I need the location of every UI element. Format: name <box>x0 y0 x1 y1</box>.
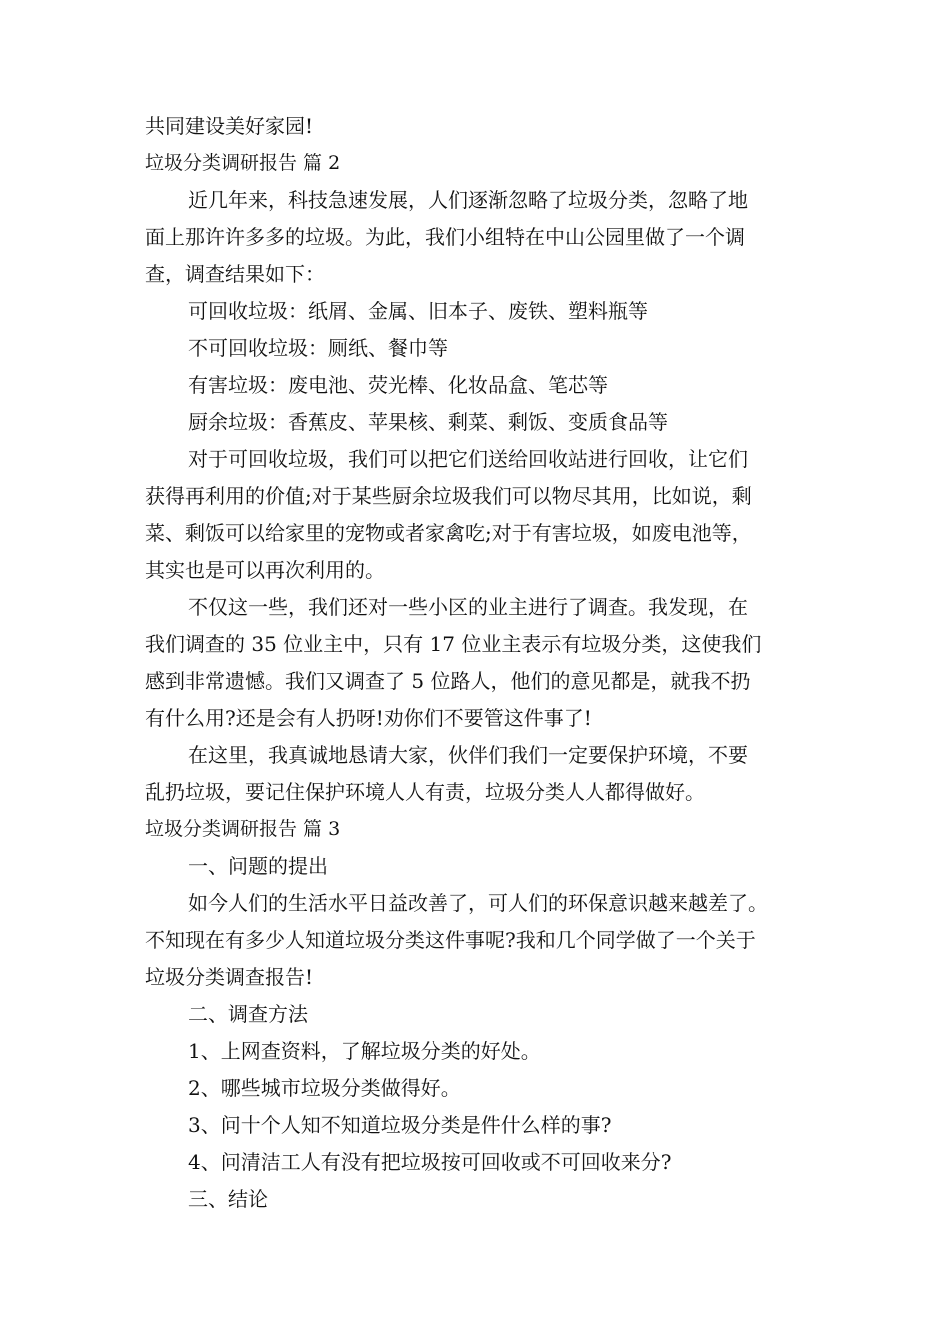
subsection-heading: 一、问题的提出 <box>188 854 328 878</box>
list-item: 有害垃圾：废电池、荧光棒、化妆品盒、笔芯等 <box>188 373 608 397</box>
list-item: 可回收垃圾：纸屑、金属、旧本子、废铁、塑料瓶等 <box>188 299 648 323</box>
paragraph-line: 乱扔垃圾，要记住保护环境人人有责，垃圾分类人人都得做好。 <box>145 780 705 804</box>
list-item: 1、上网查资料，了解垃圾分类的好处。 <box>188 1039 541 1063</box>
paragraph-line: 对于可回收垃圾，我们可以把它们送给回收站进行回收，让它们 <box>188 447 748 471</box>
paragraph-line: 菜、剩饭可以给家里的宠物或者家禽吃;对于有害垃圾，如废电池等， <box>145 521 752 545</box>
list-item: 厨余垃圾：香蕉皮、苹果核、剩菜、剩饭、变质食品等 <box>188 410 668 434</box>
paragraph-line: 垃圾分类调查报告! <box>145 965 314 989</box>
paragraph-line: 感到非常遗憾。我们又调查了 5 位路人，他们的意见都是，就我不扔 <box>145 669 751 693</box>
paragraph-line: 获得再利用的价值;对于某些厨余垃圾我们可以物尽其用，比如说，剩 <box>145 484 752 508</box>
paragraph-line: 其实也是可以再次利用的。 <box>145 558 385 582</box>
subsection-heading: 二、调查方法 <box>188 1002 308 1026</box>
paragraph-line: 近几年来，科技急速发展，人们逐渐忽略了垃圾分类，忽略了地 <box>188 188 748 212</box>
section-heading: 垃圾分类调研报告 篇 3 <box>145 818 341 840</box>
list-item: 2、哪些城市垃圾分类做得好。 <box>188 1076 461 1100</box>
paragraph-line: 不仅这一些，我们还对一些小区的业主进行了调查。我发现，在 <box>188 595 748 619</box>
list-item: 不可回收垃圾：厕纸、餐巾等 <box>188 336 448 360</box>
paragraph-line: 如今人们的生活水平日益改善了，可人们的环保意识越来越差了。 <box>188 891 768 915</box>
paragraph-line: 查，调查结果如下： <box>145 262 325 286</box>
text-line: 共同建设美好家园! <box>145 114 314 138</box>
paragraph-line: 不知现在有多少人知道垃圾分类这件事呢?我和几个同学做了一个关于 <box>145 928 756 952</box>
list-item: 3、问十个人知不知道垃圾分类是件什么样的事? <box>188 1113 612 1137</box>
paragraph-line: 面上那许许多多的垃圾。为此，我们小组特在中山公园里做了一个调 <box>145 225 745 249</box>
paragraph-line: 在这里，我真诚地恳请大家，伙伴们我们一定要保护环境，不要 <box>188 743 748 767</box>
section-heading: 垃圾分类调研报告 篇 2 <box>145 152 341 174</box>
document-page <box>145 113 825 1223</box>
paragraph-line: 我们调查的 35 位业主中，只有 17 位业主表示有垃圾分类，这使我们 <box>145 632 762 656</box>
subsection-heading: 三、结论 <box>188 1187 268 1211</box>
list-item: 4、问清洁工人有没有把垃圾按可回收或不可回收来分? <box>188 1150 672 1174</box>
paragraph-line: 有什么用?还是会有人扔呀!劝你们不要管这件事了! <box>145 706 592 730</box>
